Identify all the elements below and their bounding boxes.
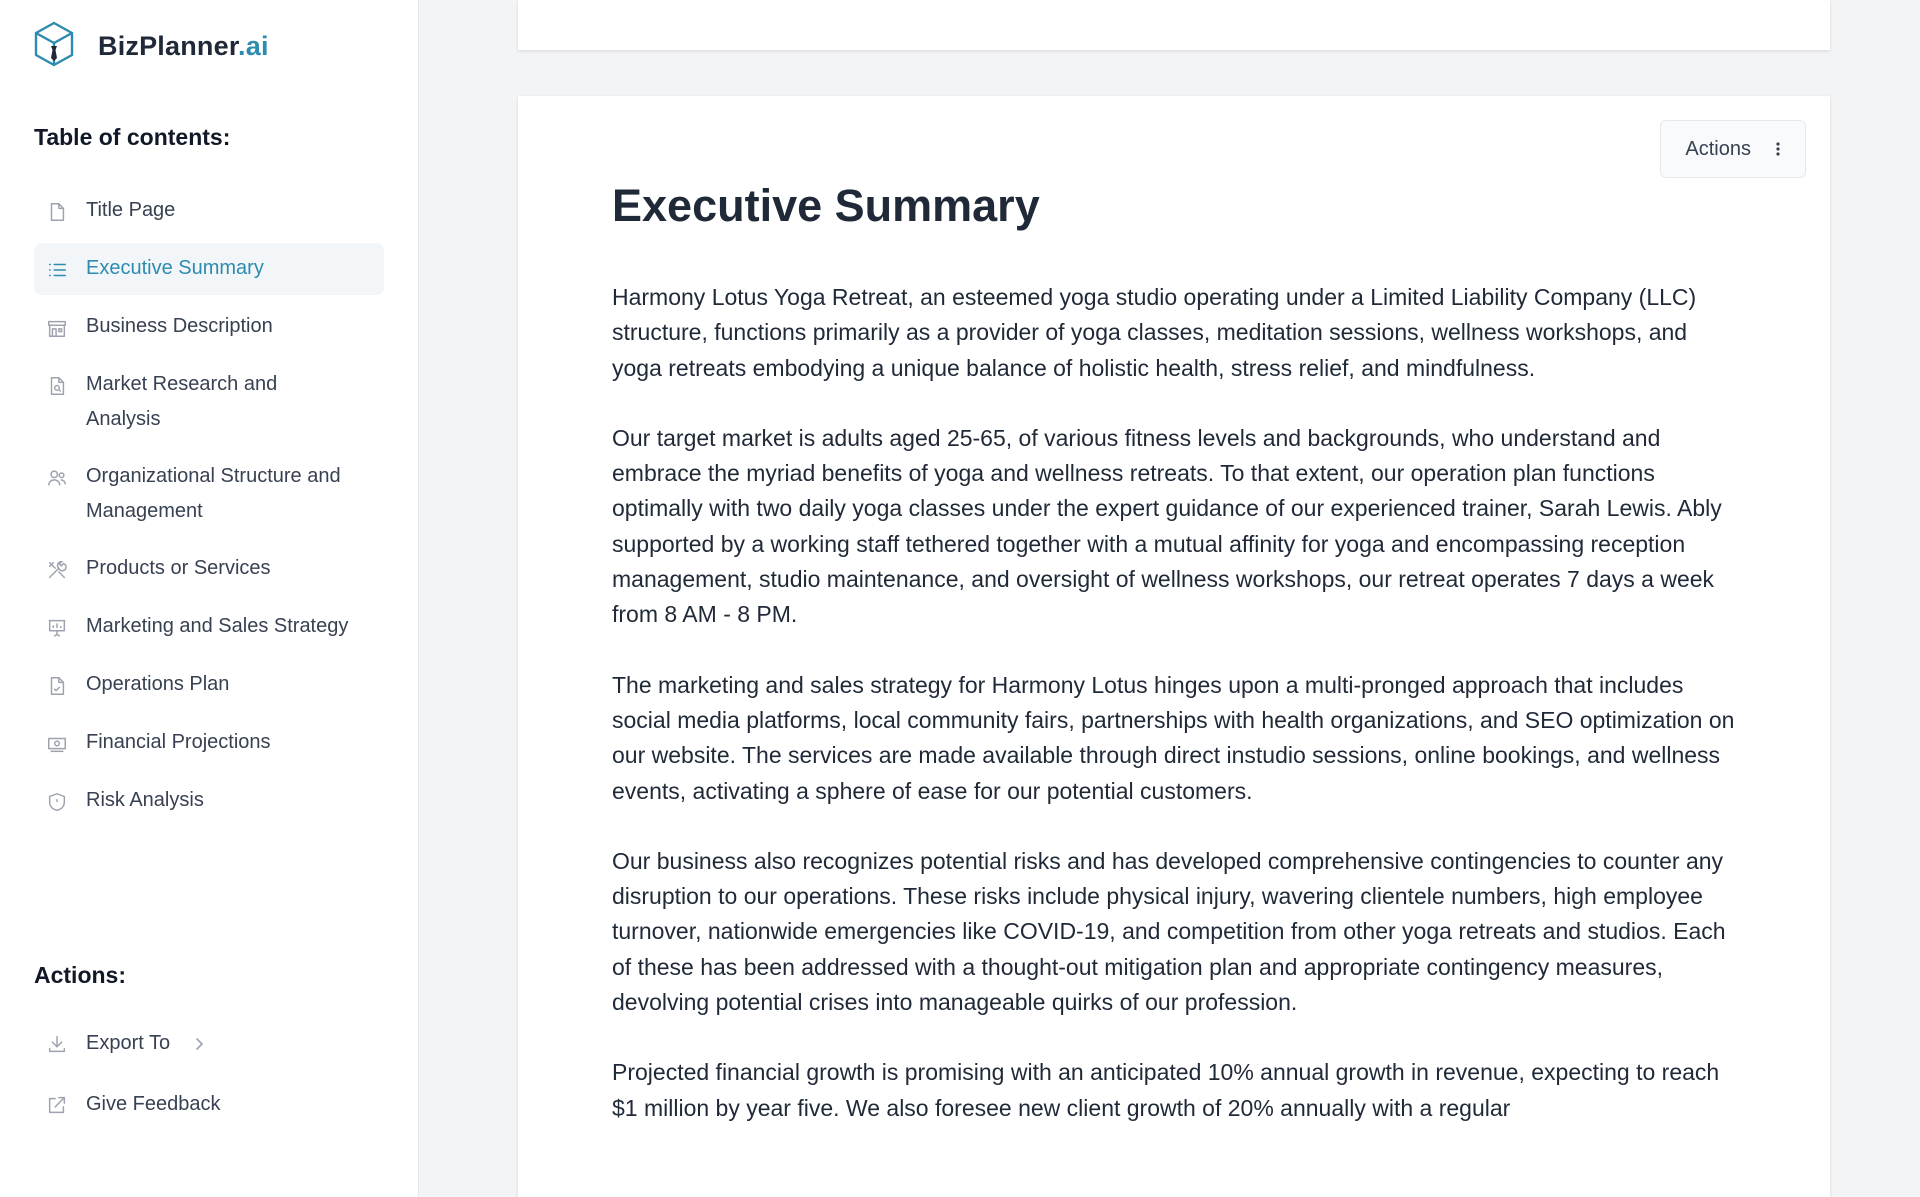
toc-item-title-page[interactable] bbox=[34, 185, 384, 237]
section-body bbox=[612, 280, 1742, 1161]
give-feedback-button[interactable] bbox=[34, 1083, 384, 1126]
toc-item-operations-plan[interactable] bbox=[34, 659, 384, 711]
paragraph: Our business also recognizes potential risks and has developed comprehensive contingencies to counter any disruption to our operations. These risks include physical injury, wavering clientele numbers, high employee turnover, nationwide emergencies like COVID-19, and competition from other yoga retreats and studios. Each of these has been addressed with a thought-out mitigation plan and appropriate contingency measures, devolving potential crises into manageable quirks of our profession. bbox=[612, 847, 1726, 1016]
file-check-icon bbox=[46, 675, 68, 697]
toc-item-label: Executive Summary bbox=[86, 257, 264, 279]
download-icon bbox=[46, 1033, 68, 1055]
store-icon bbox=[46, 317, 68, 339]
paragraph: The marketing and sales strategy for Harmony Lotus hinges upon a multi-pronged approach that includes social media platforms, local community fairs, partnerships with health organizations, and SEO optimization on our website. The services are made available through direct instudio sessions, online bookings, and wellness events, activating a sphere of ease for our potential customers. bbox=[612, 671, 1735, 804]
file-icon bbox=[46, 201, 68, 223]
toc-item-label: Financial Projections bbox=[86, 731, 271, 753]
file-search-icon bbox=[46, 375, 68, 397]
actions-title: Actions: bbox=[34, 962, 126, 988]
table-of-contents bbox=[34, 185, 384, 833]
toc-item-label: Marketing and Sales Strategy bbox=[86, 615, 349, 637]
toc-item-label: Products or Services bbox=[86, 557, 271, 579]
external-link-icon bbox=[46, 1094, 68, 1116]
cube-logo-icon bbox=[32, 20, 76, 73]
toc-item-market-research[interactable] bbox=[34, 359, 384, 445]
toc-item-org-structure[interactable] bbox=[34, 451, 384, 537]
shield-icon bbox=[46, 791, 68, 813]
toc-item-label: Title Page bbox=[86, 199, 176, 221]
actions-button-label: Actions bbox=[1685, 137, 1751, 160]
toc-title: Table of contents: bbox=[34, 124, 231, 150]
sidebar bbox=[0, 0, 419, 1197]
section-title: Executive Summary bbox=[612, 180, 1040, 231]
toc-item-financial-projections[interactable] bbox=[34, 717, 384, 769]
toc-item-products-services[interactable] bbox=[34, 543, 384, 595]
toc-item-label: Business Description bbox=[86, 315, 273, 337]
give-feedback-label: Give Feedback bbox=[86, 1093, 221, 1115]
tools-icon bbox=[46, 559, 68, 581]
toc-item-label: Operations Plan bbox=[86, 673, 230, 695]
list-icon bbox=[46, 259, 68, 281]
actions-menu-button[interactable] bbox=[1660, 120, 1806, 178]
toc-item-marketing-sales[interactable] bbox=[34, 601, 384, 653]
previous-section-card bbox=[518, 0, 1830, 50]
presentation-chart-icon bbox=[46, 617, 68, 639]
export-to-button[interactable] bbox=[34, 1022, 384, 1065]
toc-item-executive-summary[interactable] bbox=[34, 243, 384, 295]
paragraph: Harmony Lotus Yoga Retreat, an esteemed yoga studio operating under a Limited Liability Company (LLC) structure, functions primarily as a provider of yoga classes, meditation sessions, wellness workshops, and yoga retreats embodying a unique balance of holistic health, stress relief, and mindfulness. bbox=[612, 284, 1697, 381]
brand-logo[interactable] bbox=[32, 20, 269, 73]
cash-icon bbox=[46, 733, 68, 755]
toc-item-risk-analysis[interactable] bbox=[34, 775, 384, 827]
sidebar-actions bbox=[34, 1022, 384, 1144]
toc-item-label: Market Research and Analysis bbox=[86, 373, 278, 430]
document-card bbox=[518, 96, 1830, 1197]
users-icon bbox=[46, 467, 68, 489]
toc-item-label: Risk Analysis bbox=[86, 789, 204, 811]
paragraph: Our target market is adults aged 25-65, of various fitness levels and backgrounds, who understand and embrace the myriad benefits of yoga and wellness retreats. To that extent, our operation plan functions optimally with two daily yoga classes under the expert guidance of our experienced trainer, Sarah Lewis. Ably supported by a working staff tethered together with a mutual affinity for yoga and encompassing reception management, studio maintenance, and oversight of wellness workshops, our retreat operates 7 days a week from 8 AM - 8 PM. bbox=[612, 424, 1722, 628]
export-to-label: Export To bbox=[86, 1032, 171, 1054]
more-vertical-icon bbox=[1775, 139, 1781, 159]
paragraph: Projected financial growth is promising with an anticipated 10% annual growth in revenue, expecting to reach $1 million by year five. We also foresee new client growth of 20% annually with a regular bbox=[612, 1059, 1720, 1121]
toc-item-label: Organizational Structure and Management bbox=[86, 465, 341, 522]
chevron-right-icon bbox=[192, 1037, 206, 1051]
toc-item-business-description[interactable] bbox=[34, 301, 384, 353]
brand-name: BizPlanner.ai bbox=[98, 31, 269, 61]
